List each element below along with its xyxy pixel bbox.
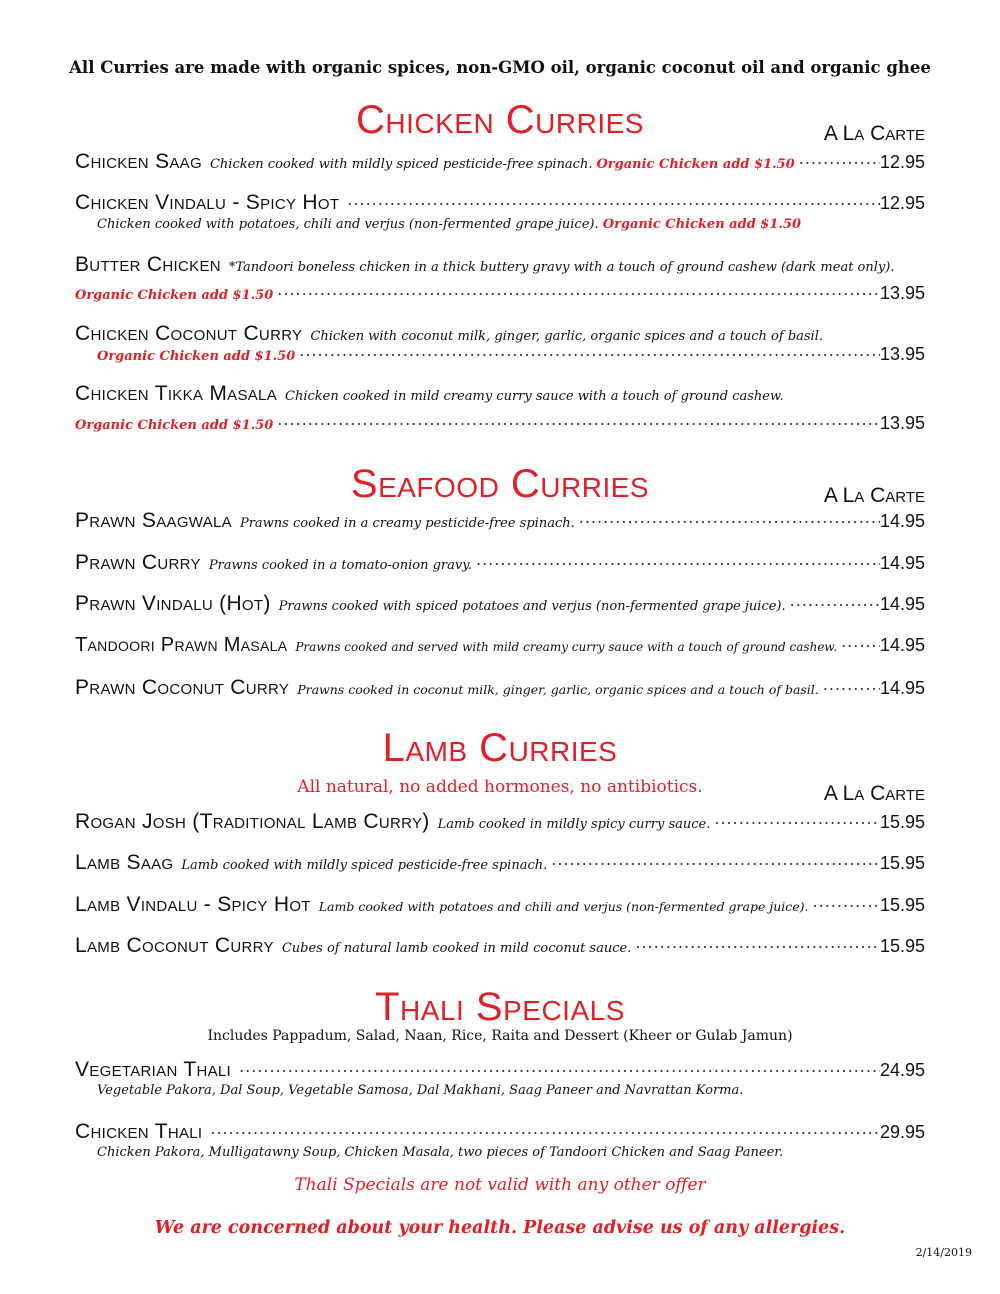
item-description: Chicken cooked in mild creamy curry sauce with a touch of ground cashew. [285, 389, 784, 404]
item-name: Prawn Saagwala [75, 509, 232, 532]
a-la-carte-label: A La Carte [823, 122, 925, 145]
menu-item-chicken-coconut-price-line [97, 344, 925, 365]
menu-item-prawn-curry [75, 551, 925, 575]
leader-dots [714, 812, 880, 828]
item-description: Lamb cooked in mildly spicy curry sauce. [437, 817, 711, 832]
leader-dots [813, 895, 880, 911]
item-description: Chicken with coconut milk, ginger, garlic, organic spices and a touch of basil. [310, 329, 824, 344]
organic-upcharge: Organic Chicken add $1.50 [596, 157, 795, 172]
menu-item-butter-chicken [75, 253, 898, 277]
item-price: 15.95 [879, 812, 925, 832]
item-description: *Tandoori boneless chicken in a thick buttery gravy with a touch of ground cashew (dark meat only). [228, 260, 895, 275]
item-price: 14.95 [879, 553, 925, 573]
menu-item-chicken-tikka-price-line [75, 413, 925, 434]
a-la-carte-label: A La Carte [823, 782, 925, 805]
menu-item-lamb-saag [75, 851, 925, 875]
leader-dots [799, 152, 880, 168]
section-title-thali: Thali Specials [375, 985, 625, 1029]
item-description: Prawns cooked in coconut milk, ginger, garlic, organic spices and a touch of basil. [297, 682, 819, 697]
menu-item-rogan-josh [75, 810, 925, 834]
leader-dots [841, 635, 880, 651]
thali-subtitle: Includes Pappadum, Salad, Naan, Rice, Raita and Dessert (Kheer or Gulab Jamun) [207, 1028, 793, 1044]
item-price: 29.95 [879, 1122, 925, 1142]
item-description: Prawns cooked with spiced potatoes and verjus (non-fermented grape juice). [278, 599, 786, 614]
item-name: Chicken Thali [75, 1120, 203, 1143]
item-description: Chicken cooked with mildly spiced pesticide-free spinach. [209, 157, 593, 172]
leader-dots [277, 283, 880, 299]
item-name: Butter Chicken [75, 253, 221, 276]
item-description: Lamb cooked with potatoes and chili and verjus (non-fermented grape juice). [318, 899, 809, 914]
item-name: Lamb Vindalu - Spicy Hot [75, 893, 311, 916]
item-name: Lamb Coconut Curry [75, 934, 274, 957]
organic-upcharge: Organic Chicken add $1.50 [97, 349, 296, 364]
item-name: Chicken Vindalu - Spicy Hot [75, 191, 340, 214]
item-name: Vegetarian Thali [75, 1058, 232, 1081]
item-description: Prawns cooked in a creamy pesticide-free spinach. [239, 516, 575, 531]
leader-dots [239, 1060, 880, 1076]
item-name: Lamb Saag [75, 851, 174, 874]
leader-dots [476, 553, 880, 569]
section-title-chicken: Chicken Curries [356, 98, 644, 142]
item-description-line [97, 217, 805, 232]
menu-item-tandoori-prawn-masala [75, 634, 925, 657]
item-name: Chicken Saag [75, 150, 202, 173]
menu-item-chicken-saag [75, 150, 925, 174]
allergy-notice: We are concerned about your health. Please advise us of any allergies. [154, 1218, 846, 1238]
item-name: Tandoori Prawn Masala [75, 634, 288, 656]
item-description: Chicken cooked with potatoes, chili and verjus (non-fermented grape juice). [97, 217, 599, 232]
thali-offer-note: Thali Specials are not valid with any other offer [294, 1175, 706, 1195]
leader-dots [790, 594, 880, 610]
section-title-lamb: Lamb Curries [382, 726, 618, 770]
item-price: 14.95 [879, 511, 925, 531]
item-description: Cubes of natural lamb cooked in mild coconut sauce. [281, 941, 632, 956]
item-name: Prawn Curry [75, 551, 201, 574]
menu-item-lamb-vindalu [75, 893, 925, 917]
item-description: Prawns cooked and served with mild creamy curry sauce with a touch of ground cashew. [295, 640, 838, 654]
item-name: Rogan Josh (Traditional Lamb Curry) [75, 810, 430, 833]
menu-item-chicken-tikka-masala [75, 382, 788, 406]
leader-dots [823, 678, 880, 694]
leader-dots [277, 413, 880, 429]
section-title-seafood: Seafood Curries [350, 462, 650, 506]
menu-item-prawn-coconut-curry [75, 676, 925, 700]
menu-item-vegetarian-thali [75, 1058, 925, 1082]
item-price: 13.95 [879, 413, 925, 433]
menu-item-chicken-thali [75, 1120, 925, 1144]
organic-upcharge: Organic Chicken add $1.50 [75, 288, 274, 303]
item-price: 13.95 [879, 344, 925, 364]
menu-item-chicken-coconut-curry [75, 322, 827, 346]
item-price: 12.95 [879, 193, 925, 213]
leader-dots [635, 936, 880, 952]
item-price: 14.95 [879, 635, 925, 655]
leader-dots [299, 344, 880, 360]
lamb-subtitle: All natural, no added hormones, no antibiotics. [297, 777, 703, 797]
item-name: Chicken Coconut Curry [75, 322, 303, 345]
item-name: Prawn Vindalu (Hot) [75, 592, 271, 615]
menu-item-butter-chicken-price-line [75, 283, 925, 304]
leader-dots [551, 853, 880, 869]
menu-item-chicken-vindalu [75, 191, 925, 215]
menu-item-prawn-vindalu [75, 592, 925, 616]
item-price: 14.95 [879, 594, 925, 614]
intro-note: All Curries are made with organic spices, non-GMO oil, organic coconut oil and organic ghee [69, 58, 931, 77]
item-description: Prawns cooked in a tomato-onion gravy. [208, 558, 472, 573]
leader-dots [210, 1122, 880, 1138]
item-price: 12.95 [879, 152, 925, 172]
item-name: Chicken Tikka Masala [75, 382, 277, 405]
item-name: Prawn Coconut Curry [75, 676, 290, 699]
print-date: 2/14/2019 [915, 1246, 972, 1259]
leader-dots [579, 511, 880, 527]
item-price: 15.95 [879, 853, 925, 873]
item-description: Lamb cooked with mildly spiced pesticide-free spinach. [181, 858, 548, 873]
item-price: 15.95 [879, 895, 925, 915]
item-description: Chicken Pakora, Mulligatawny Soup, Chicken Masala, two pieces of Tandoori Chicken and Saag Paneer. [97, 1145, 784, 1160]
item-price: 24.95 [879, 1060, 925, 1080]
menu-item-prawn-saagwala [75, 509, 925, 533]
organic-upcharge: Organic Chicken add $1.50 [602, 217, 802, 232]
item-price: 13.95 [879, 283, 925, 303]
organic-upcharge: Organic Chicken add $1.50 [75, 418, 274, 433]
item-description: Vegetable Pakora, Dal Soup, Vegetable Samosa, Dal Makhani, Saag Paneer and Navrattan Korma. [97, 1083, 744, 1098]
item-price: 15.95 [879, 936, 925, 956]
item-price: 14.95 [879, 678, 925, 698]
menu-item-lamb-coconut-curry [75, 934, 925, 958]
a-la-carte-label: A La Carte [823, 484, 925, 507]
leader-dots [347, 193, 880, 209]
